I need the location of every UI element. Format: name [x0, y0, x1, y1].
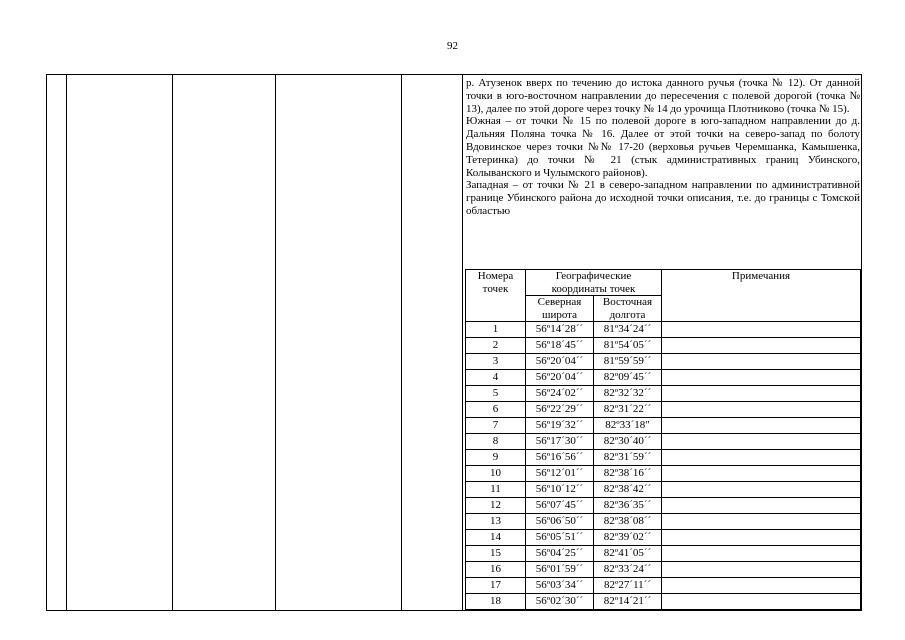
description-paragraph: Западная – от точки № 21 в северо-западном направлении по административной границе Убинского района до исходной точки описания, т.е. до границы с Томской областью — [466, 179, 860, 217]
latitude-cell: 56º20´04´´ — [526, 370, 594, 386]
latitude-cell: 56º04´25´´ — [526, 546, 594, 562]
latitude-cell: 56º01´59´´ — [526, 562, 594, 578]
table-row — [466, 482, 861, 498]
note-cell — [662, 482, 861, 498]
longitude-cell: 82º33´24´´ — [594, 562, 662, 578]
table-row — [466, 402, 861, 418]
column-border — [275, 75, 276, 610]
table-row — [466, 594, 861, 610]
point-number-cell: 15 — [466, 546, 526, 562]
point-number-cell: 17 — [466, 578, 526, 594]
longitude-cell: 81º54´05´´ — [594, 338, 662, 354]
point-number-cell: 14 — [466, 530, 526, 546]
latitude-cell: 56º16´56´´ — [526, 450, 594, 466]
note-cell — [662, 370, 861, 386]
latitude-cell: 56º20´04´´ — [526, 354, 594, 370]
longitude-cell: 82º39´02´´ — [594, 530, 662, 546]
header-latitude: Северная широта — [526, 296, 594, 322]
longitude-cell: 82º41´05´´ — [594, 546, 662, 562]
page-number: 92 — [447, 40, 458, 52]
point-number-cell: 13 — [466, 514, 526, 530]
document-table — [46, 74, 862, 611]
point-number-cell: 9 — [466, 450, 526, 466]
table-row — [466, 578, 861, 594]
longitude-cell: 82º33´18" — [594, 418, 662, 434]
point-number-cell: 3 — [466, 354, 526, 370]
header-point-number: Номера точек — [466, 270, 526, 322]
note-cell — [662, 354, 861, 370]
latitude-cell: 56º06´50´´ — [526, 514, 594, 530]
latitude-cell: 56º10´12´´ — [526, 482, 594, 498]
longitude-cell: 82º38´16´´ — [594, 466, 662, 482]
longitude-cell: 82º30´40´´ — [594, 434, 662, 450]
latitude-cell: 56º07´45´´ — [526, 498, 594, 514]
table-row — [466, 354, 861, 370]
latitude-cell: 56º14´28´´ — [526, 322, 594, 338]
latitude-cell: 56º24´02´´ — [526, 386, 594, 402]
column-border — [462, 75, 463, 610]
note-cell — [662, 514, 861, 530]
point-number-cell: 5 — [466, 386, 526, 402]
table-row — [466, 530, 861, 546]
point-number-cell: 11 — [466, 482, 526, 498]
longitude-cell: 81º34´24´´ — [594, 322, 662, 338]
point-number-cell: 7 — [466, 418, 526, 434]
note-cell — [662, 386, 861, 402]
column-border — [66, 75, 67, 610]
description-paragraph: Южная – от точки № 15 по полевой дороге в юго-западном направлении до д. Дальняя Поляна точка № 16. Далее от этой точки на северо-запад по болоту Вдовинское через точки №№ 17-20 (верховья ручьев Черемшанка, Камышенка, Тетеринка) до точки № 21 (стык административных границ Убинского, Колыванского и Чулымского районов). — [466, 115, 860, 179]
note-cell — [662, 450, 861, 466]
longitude-cell: 82º14´21´´ — [594, 594, 662, 610]
table-row — [466, 370, 861, 386]
note-cell — [662, 530, 861, 546]
latitude-cell: 56º22´29´´ — [526, 402, 594, 418]
point-number-cell: 12 — [466, 498, 526, 514]
column-border — [401, 75, 402, 610]
column-border — [861, 75, 862, 610]
note-cell — [662, 594, 861, 610]
point-number-cell: 8 — [466, 434, 526, 450]
latitude-cell: 56º12´01´´ — [526, 466, 594, 482]
longitude-cell: 82º32´32´´ — [594, 386, 662, 402]
latitude-cell: 56º17´30´´ — [526, 434, 594, 450]
table-row — [466, 386, 861, 402]
point-number-cell: 1 — [466, 322, 526, 338]
longitude-cell: 82º38´42´´ — [594, 482, 662, 498]
note-cell — [662, 578, 861, 594]
note-cell — [662, 434, 861, 450]
point-number-cell: 6 — [466, 402, 526, 418]
table-row — [466, 434, 861, 450]
coordinates-table — [465, 269, 861, 610]
note-cell — [662, 322, 861, 338]
longitude-cell: 82º09´45´´ — [594, 370, 662, 386]
note-cell — [662, 466, 861, 482]
note-cell — [662, 338, 861, 354]
point-number-cell: 2 — [466, 338, 526, 354]
latitude-cell: 56º05´51´´ — [526, 530, 594, 546]
header-longitude: Восточная долгота — [594, 296, 662, 322]
table-body — [466, 322, 861, 610]
longitude-cell: 82º31´22´´ — [594, 402, 662, 418]
note-cell — [662, 402, 861, 418]
longitude-cell: 82º27´11´´ — [594, 578, 662, 594]
boundary-description — [466, 77, 860, 218]
table-row — [466, 498, 861, 514]
table-row — [466, 322, 861, 338]
longitude-cell: 81º59´59´´ — [594, 354, 662, 370]
note-cell — [662, 562, 861, 578]
table-row — [466, 338, 861, 354]
point-number-cell: 4 — [466, 370, 526, 386]
longitude-cell: 82º38´08´´ — [594, 514, 662, 530]
point-number-cell: 18 — [466, 594, 526, 610]
longitude-cell: 82º36´35´´ — [594, 498, 662, 514]
latitude-cell: 56º19´32´´ — [526, 418, 594, 434]
note-cell — [662, 418, 861, 434]
table-row — [466, 562, 861, 578]
note-cell — [662, 498, 861, 514]
latitude-cell: 56º18´45´´ — [526, 338, 594, 354]
note-cell — [662, 546, 861, 562]
longitude-cell: 82º31´59´´ — [594, 450, 662, 466]
table-row — [466, 466, 861, 482]
column-border — [46, 75, 47, 610]
table-row — [466, 546, 861, 562]
description-paragraph: р. Атузенок вверх по течению до истока данного ручья (точка № 12). От данной точки в юго-восточном направлении до пересечения с полевой дорогой (точка № 13), далее по этой дороге через точку № 14 до урочища Плотниково (точка № 15). — [466, 77, 860, 115]
header-notes: Примечания — [662, 270, 861, 322]
table-row — [466, 514, 861, 530]
table-row — [466, 418, 861, 434]
table-row — [466, 450, 861, 466]
point-number-cell: 10 — [466, 466, 526, 482]
latitude-cell: 56º02´30´´ — [526, 594, 594, 610]
column-border — [172, 75, 173, 610]
header-coordinates: Географические координаты точек — [526, 270, 662, 296]
point-number-cell: 16 — [466, 562, 526, 578]
latitude-cell: 56º03´34´´ — [526, 578, 594, 594]
